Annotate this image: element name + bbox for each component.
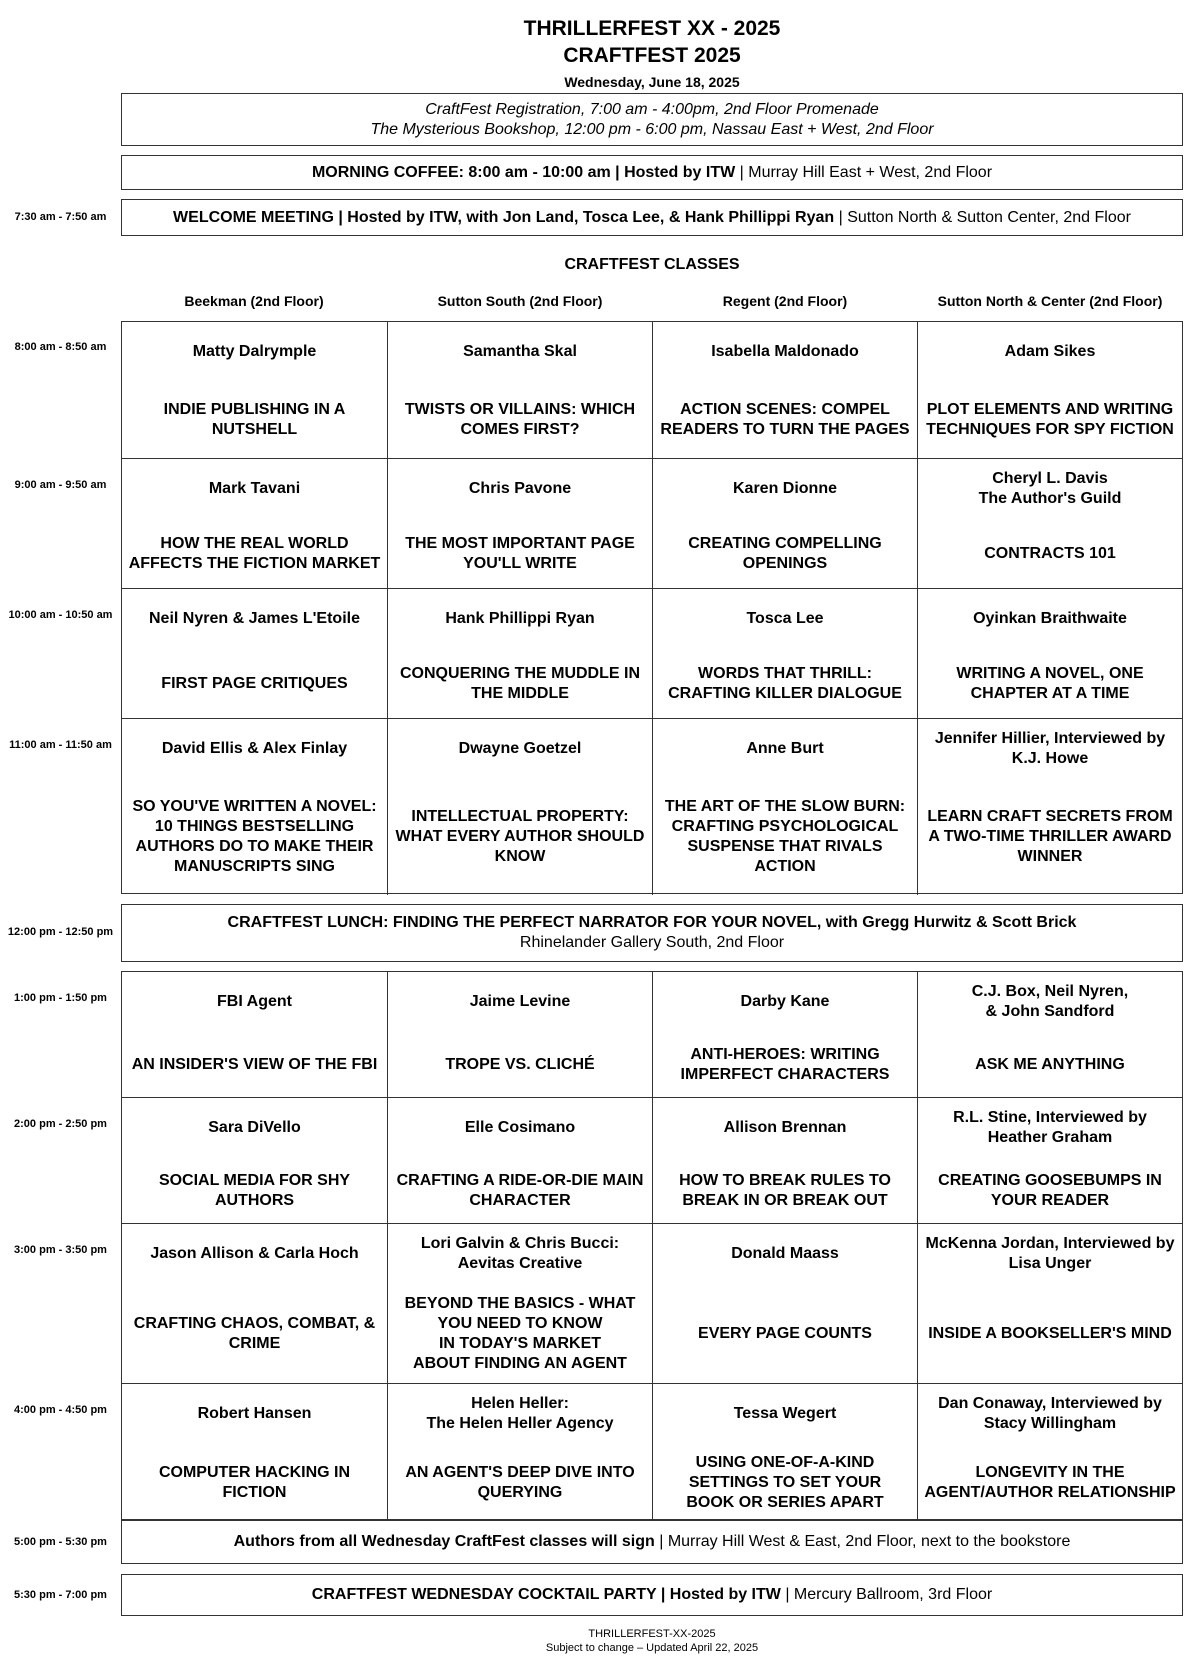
signing-text: Authors from all Wednesday CraftFest classes will sign | Murray Hill West & East, 2nd Floor, next to the bookstore <box>233 1533 1071 1550</box>
lunch-title: CRAFTFEST LUNCH: FINDING THE PERFECT NARRATOR FOR YOUR NOVEL, with Gregg Hurwitz & Scott Brick <box>227 914 1077 931</box>
signing-box <box>121 1520 1183 1564</box>
session-title: ACTION SCENES: COMPEL READERS TO TURN THE PAGES <box>660 401 910 438</box>
class-session <box>653 459 918 589</box>
class-session <box>918 1384 1182 1521</box>
class-session <box>918 719 1182 895</box>
class-session <box>653 322 918 459</box>
session-title: WORDS THAT THRILL: CRAFTING KILLER DIALOGUE <box>668 664 902 702</box>
session-title: PLOT ELEMENTS AND WRITING TECHNIQUES FOR SPY FICTION <box>926 401 1174 438</box>
class-session <box>653 972 918 1098</box>
session-presenter: Matty Dalrymple <box>192 343 317 360</box>
class-session <box>653 1098 918 1224</box>
class-session <box>653 719 918 895</box>
class-session <box>122 1384 388 1521</box>
class-session <box>388 1098 653 1224</box>
welcome-meeting-box <box>121 199 1183 236</box>
session-title: CRAFTING CHAOS, COMBAT, & CRIME <box>133 1314 376 1352</box>
session-title: LONGEVITY IN THE AGENT/AUTHOR RELATIONSHIP <box>924 1463 1176 1501</box>
afternoon-classes-grid <box>121 971 1183 1520</box>
session-presenter: Hank Phillippi Ryan <box>445 610 595 627</box>
lunch-box <box>121 904 1183 962</box>
class-session <box>122 1224 388 1384</box>
session-presenter: Isabella Maldonado <box>711 343 859 360</box>
session-presenter: Jason Allison & Carla Hoch <box>150 1245 359 1262</box>
session-title: CRAFTING A RIDE-OR-DIE MAIN CHARACTER <box>396 1171 644 1209</box>
class-session <box>918 459 1182 589</box>
class-session <box>122 322 388 459</box>
cocktail-time: 5:30 pm - 7:00 pm <box>14 1589 107 1601</box>
room-header-sutton-north: Sutton North & Center (2nd Floor) <box>937 293 1163 309</box>
session-title: AN AGENT'S DEEP DIVE INTO QUERYING <box>405 1463 635 1501</box>
classes-title: CRAFTFEST CLASSES <box>564 256 740 273</box>
class-session <box>918 1098 1182 1224</box>
session-presenter: Donald Maass <box>731 1245 839 1262</box>
class-session <box>388 589 653 719</box>
session-presenter: Darby Kane <box>740 993 830 1010</box>
session-title: HOW TO BREAK RULES TO BREAK IN OR BREAK OUT <box>679 1171 891 1209</box>
lunch-time: 12:00 pm - 12:50 pm <box>7 926 114 938</box>
page-title: THRILLERFEST XX - 2025 <box>523 17 781 40</box>
session-presenter: Neil Nyren & James L'Etoile <box>149 610 360 627</box>
session-presenter: Lori Galvin & Chris Bucci: Aevitas Creative <box>420 1235 620 1272</box>
class-session <box>653 1224 918 1384</box>
class-session <box>122 972 388 1098</box>
session-title: CONTRACTS 101 <box>984 544 1116 562</box>
session-presenter: Jennifer Hillier, Interviewed by K.J. Howe <box>934 730 1166 767</box>
room-header-sutton-south: Sutton South (2nd Floor) <box>437 293 603 309</box>
class-session <box>918 1224 1182 1384</box>
footer-id: THRILLERFEST-XX-2025 <box>588 1628 716 1640</box>
room-header-beekman: Beekman (2nd Floor) <box>184 293 324 309</box>
class-session <box>122 1098 388 1224</box>
event-date: Wednesday, June 18, 2025 <box>564 74 740 90</box>
morning-coffee-text: MORNING COFFEE: 8:00 am - 10:00 am | Hosted by ITW | Murray Hill East + West, 2nd Floor <box>311 163 993 181</box>
session-title: THE MOST IMPORTANT PAGE YOU'LL WRITE <box>405 534 635 572</box>
session-title: CONQUERING THE MUDDLE IN THE MIDDLE <box>400 664 640 702</box>
session-presenter: R.L. Stine, Interviewed by Heather Graham <box>953 1109 1147 1146</box>
session-presenter: Allison Brennan <box>723 1119 847 1136</box>
session-presenter: Anne Burt <box>746 740 824 757</box>
session-title: INDIE PUBLISHING IN A NUTSHELL <box>163 401 346 438</box>
class-session <box>918 972 1182 1098</box>
class-session <box>388 1384 653 1521</box>
session-title: CREATING COMPELLING OPENINGS <box>688 534 882 572</box>
session-title: COMPUTER HACKING IN FICTION <box>158 1463 351 1501</box>
session-title: BEYOND THE BASICS - WHAT YOU NEED TO KNOW IN TODAY'S MARKET ABOUT FINDING AN AGENT <box>404 1294 636 1372</box>
class-session <box>388 719 653 895</box>
cocktail-box <box>121 1574 1183 1616</box>
session-title: SOCIAL MEDIA FOR SHY AUTHORS <box>158 1171 351 1209</box>
session-presenter: Jaime Levine <box>469 993 571 1010</box>
morning-classes-grid <box>121 321 1183 894</box>
bookshop-info: The Mysterious Bookshop, 12:00 pm - 6:00 pm, Nassau East + West, 2nd Floor <box>370 120 934 138</box>
session-title: TWISTS OR VILLAINS: WHICH COMES FIRST? <box>404 401 636 438</box>
footer-updated: Subject to change – Updated April 22, 2025 <box>545 1642 759 1654</box>
class-session <box>653 1384 918 1521</box>
time-slot-label: 2:00 pm - 2:50 pm <box>14 1118 107 1130</box>
session-presenter: Dwayne Goetzel <box>458 740 582 757</box>
session-title: USING ONE-OF-A-KIND SETTINGS TO SET YOUR BOOK OR SERIES APART <box>686 1453 884 1511</box>
time-slot-label: 8:00 am - 8:50 am <box>14 341 107 353</box>
class-session <box>122 459 388 589</box>
session-presenter: Sara DiVello <box>208 1119 301 1136</box>
session-presenter: Helen Heller: The Helen Heller Agency <box>426 1395 614 1432</box>
session-presenter: Oyinkan Braithwaite <box>973 610 1127 627</box>
session-presenter: Tosca Lee <box>746 610 824 627</box>
session-title: EVERY PAGE COUNTS <box>698 1324 872 1342</box>
time-slot-label: 9:00 am - 9:50 am <box>14 479 107 491</box>
session-presenter: Adam Sikes <box>1004 343 1096 360</box>
session-title: TROPE VS. CLICHÉ <box>445 1055 595 1073</box>
session-title: THE ART OF THE SLOW BURN: CRAFTING PSYCHOLOGICAL SUSPENSE THAT RIVALS ACTION <box>664 798 906 875</box>
cocktail-text: CRAFTFEST WEDNESDAY COCKTAIL PARTY | Hosted by ITW | Mercury Ballroom, 3rd Floor <box>311 1586 993 1603</box>
class-session <box>918 589 1182 719</box>
signing-time: 5:00 pm - 5:30 pm <box>14 1536 107 1548</box>
morning-coffee-box <box>121 155 1183 190</box>
time-slot-label: 4:00 pm - 4:50 pm <box>14 1404 107 1416</box>
session-title: WRITING A NOVEL, ONE CHAPTER AT A TIME <box>956 664 1144 702</box>
session-presenter: Dan Conaway, Interviewed by Stacy Willingham <box>938 1395 1162 1432</box>
session-presenter: Cheryl L. Davis The Author's Guild <box>978 470 1122 507</box>
time-slot-label: 1:00 pm - 1:50 pm <box>14 992 107 1004</box>
time-slot-label: 3:00 pm - 3:50 pm <box>14 1244 107 1256</box>
class-session <box>122 719 388 895</box>
room-header-regent: Regent (2nd Floor) <box>722 293 848 309</box>
info-box <box>121 93 1183 146</box>
class-session <box>653 589 918 719</box>
session-presenter: Robert Hansen <box>197 1405 312 1422</box>
session-title: ASK ME ANYTHING <box>975 1055 1125 1073</box>
page-subtitle: CRAFTFEST 2025 <box>563 44 741 67</box>
welcome-meeting-text: WELCOME MEETING | Hosted by ITW, with Jon Land, Tosca Lee, & Hank Phillippi Ryan | Sutton North & Sutton Center, 2nd Floor <box>173 208 1131 226</box>
class-session <box>388 322 653 459</box>
session-presenter: Samantha Skal <box>463 343 577 360</box>
lunch-location: Rhinelander Gallery South, 2nd Floor <box>519 934 785 951</box>
session-title: AN INSIDER'S VIEW OF THE FBI <box>131 1055 378 1073</box>
session-presenter: Chris Pavone <box>468 480 572 497</box>
session-presenter: Mark Tavani <box>208 480 301 497</box>
session-title: LEARN CRAFT SECRETS FROM A TWO-TIME THRILLER AWARD WINNER <box>927 808 1173 865</box>
class-session <box>388 459 653 589</box>
session-presenter: Elle Cosimano <box>464 1119 576 1136</box>
session-title: CREATING GOOSEBUMPS IN YOUR READER <box>938 1171 1162 1209</box>
class-session <box>122 589 388 719</box>
session-presenter: Karen Dionne <box>732 480 837 497</box>
class-session <box>388 1224 653 1384</box>
session-presenter: FBI Agent <box>217 993 292 1010</box>
session-title: HOW THE REAL WORLD AFFECTS THE FICTION MARKET <box>128 534 381 572</box>
session-presenter: Tessa Wegert <box>733 1405 837 1422</box>
session-title: INTELLECTUAL PROPERTY: WHAT EVERY AUTHOR SHOULD KNOW <box>395 808 645 865</box>
session-title: SO YOU'VE WRITTEN A NOVEL: 10 THINGS BESTSELLING AUTHORS DO TO MAKE THEIR MANUSCRIPTS SING <box>132 798 377 875</box>
class-session <box>388 972 653 1098</box>
session-presenter: McKenna Jordan, Interviewed by Lisa Unger <box>925 1235 1175 1272</box>
session-title: INSIDE A BOOKSELLER'S MIND <box>928 1324 1172 1342</box>
welcome-time: 7:30 am - 7:50 am <box>14 211 107 223</box>
time-slot-label: 10:00 am - 10:50 am <box>8 609 113 621</box>
session-presenter: David Ellis & Alex Finlay <box>161 740 348 757</box>
session-presenter: C.J. Box, Neil Nyren, & John Sandford <box>971 983 1129 1020</box>
time-slot-label: 11:00 am - 11:50 am <box>9 739 112 751</box>
class-session <box>918 322 1182 459</box>
session-title: FIRST PAGE CRITIQUES <box>161 674 348 692</box>
registration-info: CraftFest Registration, 7:00 am - 4:00pm, 2nd Floor Promenade <box>425 100 879 118</box>
session-title: ANTI-HEROES: WRITING IMPERFECT CHARACTERS <box>680 1045 890 1083</box>
